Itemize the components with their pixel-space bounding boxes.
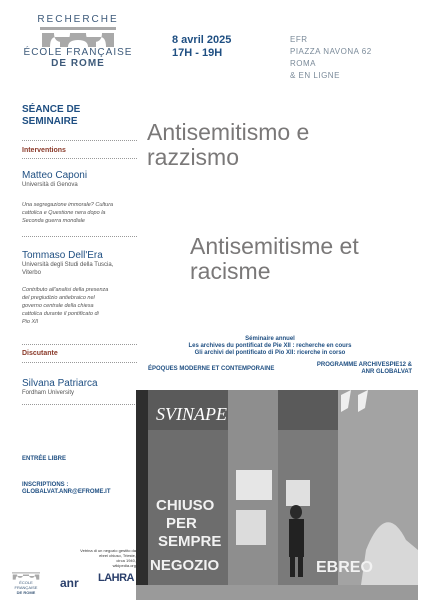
sign-store-text: SVINAPE — [156, 404, 227, 424]
programme-line: PROGRAMME ARCHIVESPIE12 & — [316, 362, 412, 368]
footer-arches-icon — [12, 572, 40, 580]
divider — [22, 404, 137, 405]
venue-line: ROMA — [290, 59, 316, 68]
talk-title — [22, 286, 142, 326]
title-line: razzismo — [147, 144, 240, 170]
speaker-name: Matteo Caponi — [22, 170, 88, 181]
efr-logo — [18, 14, 138, 69]
venue-line: EFR — [290, 35, 308, 44]
affiliation-line: Viterbo — [22, 270, 41, 276]
inscriptions — [22, 482, 111, 496]
title-line: Antisemitismo e — [147, 119, 310, 145]
divider — [22, 236, 137, 237]
programme-label — [312, 362, 412, 376]
seminar-line: Gli archivi del pontificato di Pio XII: ricerche in corso — [194, 350, 346, 356]
divider — [22, 158, 137, 159]
photo-caption — [72, 548, 136, 568]
talk-title — [22, 201, 142, 225]
seance-heading — [22, 104, 80, 128]
seminar-info — [170, 336, 370, 357]
seminar-line: Séminaire annuel — [245, 336, 295, 342]
speaker-1 — [22, 170, 142, 225]
inscriptions-label: INSCRIPTIONS : — [22, 482, 69, 488]
logo-recherche-text: RECHERCHE — [37, 14, 119, 25]
sign-sempre-text: SEMPRE — [158, 533, 222, 550]
talk-line: Contributo all'analisi della presenza — [22, 287, 109, 293]
sign-chiuso-text: CHIUSO — [156, 497, 215, 514]
talk-line: cattolica e Questione nera dopo la — [22, 210, 106, 216]
programme-line: ANR GLOBALVAT — [361, 369, 412, 375]
seance-line: SÉANCE DE — [22, 104, 81, 115]
venue-line: PIAZZA NAVONA 62 — [290, 47, 372, 56]
logo-rome-text: DE ROME — [51, 58, 105, 69]
sign-ebreo-text: EBREO — [316, 559, 373, 576]
footer-efr-text: ÉCOLE FRANÇAISE — [14, 580, 38, 590]
anr-logo: anr — [60, 576, 79, 590]
speaker-affiliation — [22, 261, 142, 277]
talk-line: Una segregazione immorale? Cultura — [22, 202, 114, 208]
seance-line: SEMINAIRE — [22, 116, 78, 127]
discutante-heading: Discutante — [22, 350, 58, 357]
event-date-block — [172, 34, 231, 60]
sign-per-text: PER — [166, 515, 197, 532]
divider — [22, 140, 137, 141]
shop-window-photo — [136, 390, 418, 600]
event-time: 17H - 19H — [172, 47, 223, 59]
footer-efr-logo — [8, 572, 44, 595]
seminar-line: Les archives du pontificat de Pie XII : recherche en cours — [188, 343, 352, 349]
event-venue — [290, 34, 372, 82]
discutante-name: Silvana Patriarca — [22, 378, 98, 389]
venue-line: & EN LIGNE — [290, 71, 340, 80]
title-line: Antisemitisme et — [190, 233, 359, 259]
title-line: racisme — [190, 258, 271, 284]
sign-negozio-text: NEGOZIO — [150, 557, 220, 574]
lahra-logo: LAHRA — [98, 572, 134, 584]
talk-line: del pregiudizio antiebraico nel — [22, 295, 95, 301]
caption-line[interactable]: wikipedia.org — [112, 563, 136, 568]
speaker-affiliation: Università di Genova — [22, 182, 78, 188]
entree-libre: ENTRÉE LIBRE — [22, 456, 67, 462]
discutante — [22, 378, 98, 397]
inscriptions-email[interactable]: GLOBALVAT.ANR@EFROME.IT — [22, 489, 111, 495]
discutante-affiliation: Fordham University — [22, 390, 75, 396]
title-italian — [147, 120, 309, 170]
epoques-label: ÉPOQUES MODERNE ET CONTEMPORAINE — [148, 366, 275, 372]
caption-line: Vetrina di un negozio gestito da ebrei chiuso, Trieste, — [80, 548, 136, 558]
talk-line: governo centrale della chiesa — [22, 303, 94, 309]
divider — [22, 362, 137, 363]
talk-line: Seconda guerra mondiale — [22, 218, 85, 224]
talk-line: cattolica durante il pontificato di — [22, 311, 99, 317]
event-date: 8 avril 2025 — [172, 34, 232, 46]
speaker-name: Tommaso Dell'Era — [22, 250, 103, 261]
speaker-2 — [22, 250, 142, 326]
logo-arches-icon — [40, 27, 116, 47]
interventions-heading: Interventions — [22, 147, 66, 154]
caption-line: circa 1940, — [116, 558, 136, 563]
title-french — [190, 234, 359, 284]
talk-line: Pio XII — [22, 319, 39, 325]
affiliation-line: Università degli Studi della Tuscia, — [22, 262, 114, 268]
logo-ecole-text: ÉCOLE FRANÇAISE — [23, 47, 133, 58]
divider — [22, 344, 137, 345]
footer-rome-text: DE ROME — [16, 590, 36, 595]
